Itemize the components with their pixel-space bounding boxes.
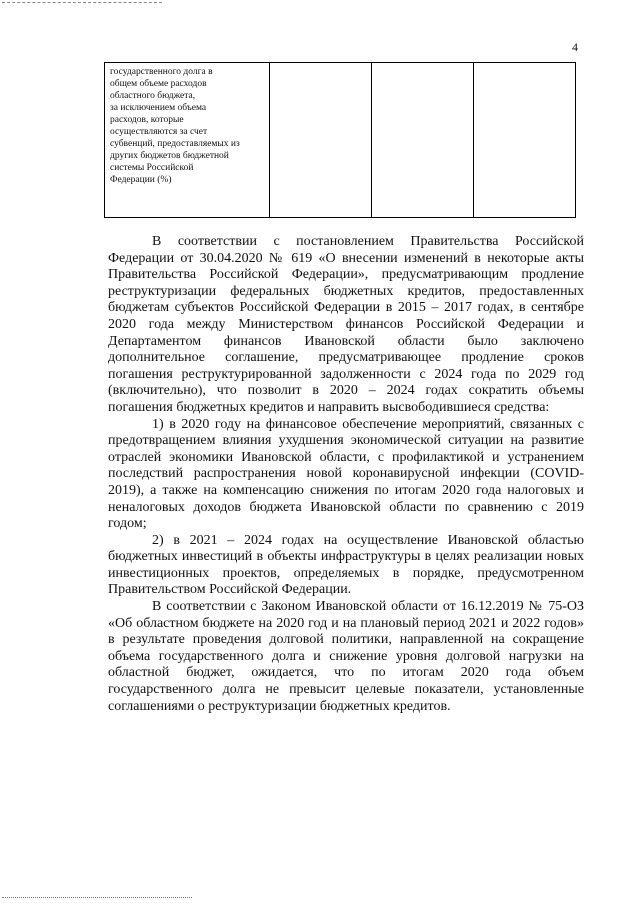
document-body	[108, 234, 584, 715]
paragraph-resolution: В соответствии с постановлением Правительства Российской Федерации от 30.04.2020 № 619 «О внесении изменений в некоторые акты Правительства Российской Федерации», предусматривающим продление реструктуризации федеральных бюджетных кредитов, предоставленных бюджетам субъектов Российской Федерации в 2015 – 2017 годах, в сентябре 2020 года между Министерством финансов Российской Федерации и Департаментом финансов Ивановской области было заключено дополнительное соглашение, предусматривающее продление сроков погашения реструктурированной задолженности с 2024 года по 2029 год (включительно), что позволит в 2020 – 2024 годах сократить объемы погашения бюджетных кредитов и направить высвободившиеся средства:	[108, 234, 584, 415]
table-label-line: системы Российской	[110, 163, 194, 173]
table-label-line: других бюджетов бюджетной	[110, 151, 229, 161]
paragraph-item-2: 2) в 2021 – 2024 годах на осуществление Ивановской областью бюджетных инвестиций в объекты инфраструктуры в целях реализации новых инвестиционных проектов, определяемых в порядке, предусмотренном Правительством Российской Федерации.	[108, 532, 584, 598]
table-label-cell	[105, 63, 270, 218]
paragraph-law: В соответствии с Законом Ивановской области от 16.12.2019 № 75-ОЗ «Об областном бюджете на 2020 год и на плановый период 2021 и 2022 годов» в результате проведения долговой политики, направленной на сокращение объема государственного долга и снижение уровня долговой нагрузки на областной бюджет, ожидается, что по итогам 2020 года объем государственного долга не превысит целевые показатели, установленные соглашениями о реструктуризации бюджетных кредитов.	[108, 599, 584, 714]
table-value-cell	[371, 63, 473, 218]
paragraph-item-1: 1) в 2020 году на финансовое обеспечение мероприятий, связанных с предотвращением влияния ухудшения экономической ситуации на развитие отраслей экономики Ивановской области, с профилактикой и устранением последствий распространения новой коронавирусной инфекции (COVID-2019), а также на компенсацию снижения по итогам 2020 года налоговых и неналоговых доходов бюджета Ивановской области по сравнению с 2019 годом;	[108, 416, 584, 532]
indicator-table	[104, 62, 576, 218]
table-label-line: государственного долга в	[110, 67, 213, 77]
table-label-line: расходов, которые	[110, 115, 184, 125]
table-label-line: областного бюджета,	[110, 91, 196, 101]
table-label-line: субвенций, предоставляемых из	[110, 139, 240, 149]
scan-artifact-top	[2, 2, 162, 6]
table-row	[105, 63, 576, 218]
table-label-line: осуществляются за счет	[110, 127, 208, 137]
table-value-cell	[269, 63, 371, 218]
scan-artifact-bottom	[2, 897, 192, 901]
table-value-cell	[473, 63, 575, 218]
page-number: 4	[572, 40, 578, 54]
table-label-line: Федерации (%)	[110, 175, 172, 185]
table-label-line: общем объеме расходов	[110, 79, 207, 89]
table-label-line: за исключением объема	[110, 103, 207, 113]
